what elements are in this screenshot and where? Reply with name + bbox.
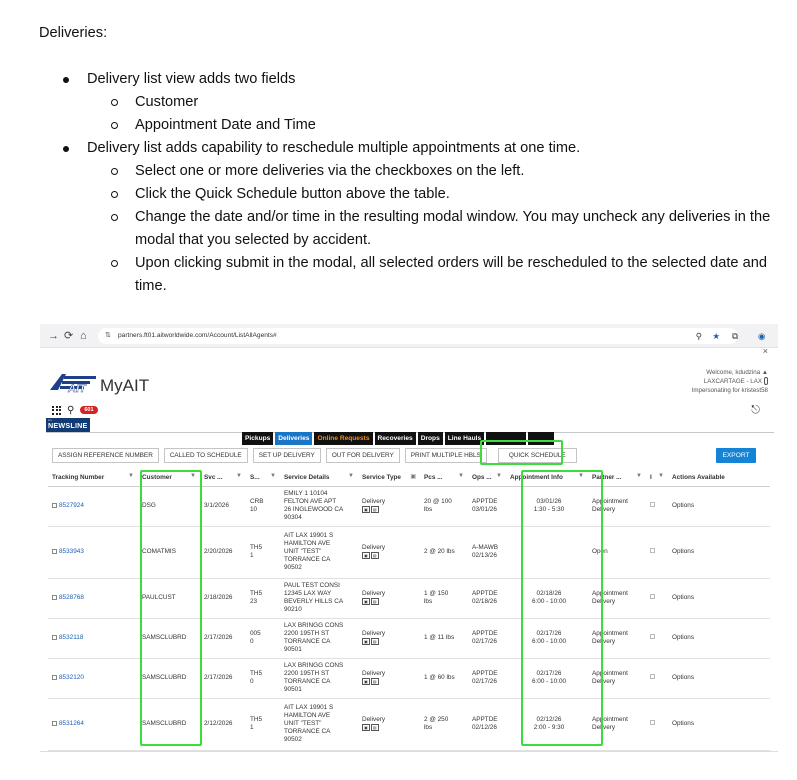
s-cell: TH5 1 xyxy=(246,698,280,750)
options-link[interactable]: Options xyxy=(668,618,770,658)
service-flag-icon: ▤ xyxy=(372,679,377,684)
tracking-link[interactable]: 8531264 xyxy=(59,720,84,727)
ops-cell: APPTDE 02/18/26 xyxy=(468,578,506,618)
flag-cell xyxy=(646,486,668,526)
svc-date-cell: 2/17/2026 xyxy=(200,658,246,698)
cast-icon[interactable]: ⧉ xyxy=(732,331,739,341)
s-cell: TH5 0 xyxy=(246,658,280,698)
row-checkbox[interactable] xyxy=(52,549,57,554)
col-svc[interactable]: Svc ... ▼ xyxy=(200,469,246,486)
profile-icon[interactable]: ◉ xyxy=(758,331,766,341)
partner-status-cell: Appointment Delivery xyxy=(588,486,646,526)
site-settings-icon[interactable]: ⇅ xyxy=(105,332,111,339)
col-partner[interactable]: Partner ... ▼ xyxy=(588,469,646,486)
tab-pickups[interactable]: Pickups xyxy=(242,432,273,445)
flag-cell xyxy=(646,618,668,658)
options-link[interactable]: Options xyxy=(668,658,770,698)
flag-cell xyxy=(646,698,668,750)
newsline-banner[interactable] xyxy=(46,418,90,432)
sub-bullet-text: Upon clicking submit in the modal, all selected orders will be rescheduled to the selected date and time. xyxy=(135,255,767,294)
welcome-text: Welcome, kdudzina xyxy=(706,369,761,376)
flag-cell xyxy=(646,578,668,618)
called-to-schedule-button[interactable]: CALLED TO SCHEDULE xyxy=(164,448,248,463)
newsline-caption-icon: ▪▪▪ xyxy=(48,418,52,422)
ops-cell: APPTDE 02/12/26 xyxy=(468,698,506,750)
filter-icon[interactable]: ▼ xyxy=(348,473,354,479)
app-title: MyAIT xyxy=(100,376,150,395)
appointment-info-cell: 02/18/26 6:00 - 10:00 xyxy=(506,578,588,618)
circle-bullet-icon xyxy=(111,260,118,267)
svc-date-cell: 3/1/2026 xyxy=(200,486,246,526)
filter-icon[interactable]: ▼ xyxy=(236,473,242,479)
table-row[interactable] xyxy=(48,486,770,526)
filter-icon[interactable]: ▼ xyxy=(458,473,464,479)
search-icon[interactable]: ⚲ xyxy=(67,404,75,416)
tracking-link[interactable]: 8533943 xyxy=(59,548,84,555)
service-details-cell: AIT LAX 19901 S HAMILTON AVE UNIT "TEST" TORRANCE CA 90502 xyxy=(280,526,358,578)
customer-cell: SAMSCLUBRD xyxy=(138,618,200,658)
service-type-cell: Delivery ▣ ▤ xyxy=(358,618,420,658)
section-heading: Deliveries: xyxy=(39,25,108,41)
bullet-item xyxy=(39,68,779,91)
circle-bullet-icon xyxy=(111,122,118,129)
service-flag-icon: ▣ xyxy=(364,679,368,684)
service-flag-icon: ▣ xyxy=(364,639,368,644)
pcs-cell: 20 @ 100 lbs xyxy=(420,486,468,526)
tab-drops[interactable]: Drops xyxy=(418,432,443,445)
action-toolbar xyxy=(52,448,577,463)
partner-status-cell: Appointment Delivery xyxy=(588,578,646,618)
tracking-link[interactable]: 8532118 xyxy=(59,634,84,641)
row-checkbox[interactable] xyxy=(52,721,57,726)
apps-grid-icon[interactable] xyxy=(52,406,61,415)
set-up-delivery-button[interactable]: SET UP DELIVERY xyxy=(253,448,321,463)
filter-icon[interactable]: ▼ xyxy=(496,473,502,479)
pcs-cell: 1 @ 150 lbs xyxy=(420,578,468,618)
document-body xyxy=(39,22,779,298)
bullet-icon xyxy=(63,77,69,83)
customer-cell: SAMSCLUBRD xyxy=(138,698,200,750)
tracking-cell xyxy=(48,486,138,526)
svg-text:AIT: AIT xyxy=(68,383,86,394)
service-details-cell: PAUL TEST CONSI 12345 LAX WAY BEVERLY HILLS CA 90210 xyxy=(280,578,358,618)
table-row[interactable] xyxy=(48,618,770,658)
ops-cell: APPTDE 02/17/26 xyxy=(468,618,506,658)
flag-checkbox[interactable] xyxy=(650,594,655,599)
flag-cell xyxy=(646,526,668,578)
tracking-cell xyxy=(48,526,138,578)
col-s[interactable]: S... ▼ xyxy=(246,469,280,486)
s-cell: TH5 23 xyxy=(246,578,280,618)
sub-bullet-text: Appointment Date and Time xyxy=(135,117,316,133)
caret-up-icon[interactable]: ▲ xyxy=(761,369,768,376)
flag-cell xyxy=(646,658,668,698)
pcs-cell: 1 @ 60 lbs xyxy=(420,658,468,698)
tab-hidden-2[interactable] xyxy=(528,432,554,445)
appointment-info-cell: 02/17/26 6:00 - 10:00 xyxy=(506,658,588,698)
filter-icon[interactable]: ▼ xyxy=(190,473,196,479)
address-bar[interactable] xyxy=(98,328,738,344)
tab-line-hauls[interactable]: Line Hauls xyxy=(445,432,484,445)
ops-cell: APPTDE 02/17/26 xyxy=(468,658,506,698)
newsline-label: NEWSLINE xyxy=(48,421,88,430)
filter-icon[interactable]: ▼ xyxy=(270,473,276,479)
flag-checkbox[interactable] xyxy=(650,548,655,553)
filter-icon[interactable]: ▣ xyxy=(410,474,416,480)
svc-date-cell: 2/20/2026 xyxy=(200,526,246,578)
service-type-cell: Delivery ▣ ▤ xyxy=(358,698,420,750)
service-details-cell: EMILY 1 10104 FELTON AVE APT 26 INGLEWOOD CA 90304 xyxy=(280,486,358,526)
sub-bullet-text: Click the Quick Schedule button above the table. xyxy=(135,186,450,202)
tracking-link[interactable]: 8527924 xyxy=(59,502,84,509)
options-link[interactable]: Options xyxy=(668,698,770,750)
row-checkbox[interactable] xyxy=(52,503,57,508)
partner-status-cell: Appointment Delivery xyxy=(588,658,646,698)
row-checkbox[interactable] xyxy=(52,595,57,600)
col-service-type[interactable]: Service Type ▣ xyxy=(358,469,420,486)
bullet-text: Delivery list adds capability to reschedule multiple appointments at one time. xyxy=(87,140,581,156)
appointment-info-cell: 02/17/26 6:00 - 10:00 xyxy=(506,618,588,658)
service-flag-icon: ▣ xyxy=(364,725,368,730)
filter-icon[interactable]: ▼ xyxy=(636,473,642,479)
url-text: partners.ft01.aitworldwide.com/Account/ListAllAgents# xyxy=(118,332,277,339)
service-type-cell: Delivery ▣ ▤ xyxy=(358,578,420,618)
module-tabs xyxy=(242,432,554,445)
col-i[interactable]: I ▼ xyxy=(646,469,668,486)
col-actions-available: Actions Available xyxy=(668,469,770,486)
table-row[interactable] xyxy=(48,658,770,698)
circle-bullet-icon xyxy=(111,191,118,198)
col-pcs[interactable]: Pcs ... ▼ xyxy=(420,469,468,486)
customer-cell: PAULCUST xyxy=(138,578,200,618)
bullet-icon xyxy=(63,146,69,152)
tracking-cell xyxy=(48,618,138,658)
flag-checkbox[interactable] xyxy=(650,634,655,639)
bookmark-star-icon[interactable]: ★ xyxy=(712,331,720,341)
appointment-info-cell: 03/01/26 1:30 - 5:30 xyxy=(506,486,588,526)
service-type-cell: Delivery ▣ ▤ xyxy=(358,658,420,698)
customer-cell: COMATMIS xyxy=(138,526,200,578)
scroll-handle[interactable] xyxy=(764,377,768,385)
filter-icon[interactable]: ▼ xyxy=(128,473,134,479)
svc-date-cell: 2/17/2026 xyxy=(200,618,246,658)
flag-checkbox[interactable] xyxy=(650,502,655,507)
service-type-cell: Delivery ▣ ▤ xyxy=(358,486,420,526)
sub-bullet-item xyxy=(39,206,779,252)
col-service-details[interactable]: Service Details ▼ xyxy=(280,469,358,486)
options-link[interactable]: Options xyxy=(668,486,770,526)
pcs-cell: 1 @ 11 lbs xyxy=(420,618,468,658)
service-details-cell: LAX BRINGG CONS 2200 195TH ST TORRANCE CA 90501 xyxy=(280,658,358,698)
tab-deliveries[interactable]: Deliveries xyxy=(275,432,312,445)
impersonating-text: Impersonating for kristest58 xyxy=(691,387,768,394)
pcs-cell: 2 @ 250 lbs xyxy=(420,698,468,750)
service-flag-icon: ▤ xyxy=(372,553,377,558)
quick-schedule-button[interactable]: QUICK SCHEDULE xyxy=(498,448,577,463)
service-details-cell: LAX BRINGG CONS 2200 195TH ST TORRANCE CA 90501 xyxy=(280,618,358,658)
col-appointment-info[interactable]: Appointment Info ▼ xyxy=(506,469,588,486)
service-flag-icon: ▣ xyxy=(364,553,368,558)
ait-logo xyxy=(48,370,98,394)
app-screenshot xyxy=(40,324,778,752)
svc-date-cell: 2/12/2026 xyxy=(200,698,246,750)
notification-badge[interactable]: 601 xyxy=(80,406,97,414)
sub-bullet-text: Customer xyxy=(135,94,199,110)
service-details-cell: AIT LAX 19901 S HAMILTON AVE UNIT "TEST" TORRANCE CA 90502 xyxy=(280,698,358,750)
filter-icon[interactable]: ▼ xyxy=(578,473,584,479)
s-cell: TH5 1 xyxy=(246,526,280,578)
tracking-link[interactable]: 8528768 xyxy=(59,594,84,601)
tracking-cell xyxy=(48,578,138,618)
browser-toolbar xyxy=(40,324,778,348)
service-flag-icon: ▤ xyxy=(372,725,377,730)
col-ops[interactable]: Ops ... ▼ xyxy=(468,469,506,486)
sub-bullet-text: Select one or more deliveries via the checkboxes on the left. xyxy=(135,163,525,179)
export-button[interactable]: EXPORT xyxy=(716,448,756,463)
options-link[interactable]: Options xyxy=(668,578,770,618)
circle-bullet-icon xyxy=(111,214,118,221)
tab-online-requests[interactable]: Online Requests xyxy=(314,432,372,445)
row-checkbox[interactable] xyxy=(52,635,57,640)
col-customer[interactable]: Customer ▼ xyxy=(138,469,200,486)
service-flag-icon: ▣ xyxy=(364,599,368,604)
sub-bullet-item xyxy=(39,252,779,298)
table-header-row xyxy=(48,469,770,486)
filter-icon[interactable]: ▼ xyxy=(658,473,664,479)
sub-bullet-item xyxy=(39,114,779,137)
user-welcome xyxy=(598,368,768,395)
ops-cell: APPTDE 03/01/26 xyxy=(468,486,506,526)
partner-status-cell: Appointment Delivery xyxy=(588,698,646,750)
bullet-item xyxy=(39,137,779,160)
customer-cell: DSG xyxy=(138,486,200,526)
service-type-cell: Delivery ▣ ▤ xyxy=(358,526,420,578)
deliveries-table xyxy=(48,469,770,751)
partner-status-cell: Open xyxy=(588,526,646,578)
sub-bullet-item xyxy=(39,160,779,183)
customer-cell: SAMSCLUBRD xyxy=(138,658,200,698)
reload-icon[interactable]: ⟳ xyxy=(64,330,74,342)
close-icon[interactable]: × xyxy=(762,346,768,356)
sub-bullet-item xyxy=(39,183,779,206)
table-row[interactable] xyxy=(48,698,770,750)
tab-hidden-1[interactable] xyxy=(486,432,526,445)
tracking-cell xyxy=(48,698,138,750)
bullet-text: Delivery list view adds two fields xyxy=(87,71,296,87)
appointment-info-cell xyxy=(506,526,588,578)
print-multiple-hbls-button[interactable]: PRINT MULTIPLE HBLS xyxy=(405,448,487,463)
circle-bullet-icon xyxy=(111,168,118,175)
logout-icon[interactable]: ⎋ xyxy=(751,404,760,416)
tracking-cell xyxy=(48,658,138,698)
flag-checkbox[interactable] xyxy=(650,720,655,725)
tracking-link[interactable]: 8532120 xyxy=(59,674,84,681)
col-tracking-number[interactable]: Tracking Number ▼ xyxy=(48,469,138,486)
appointment-info-cell: 02/12/26 2:00 - 9:30 xyxy=(506,698,588,750)
agent-text: LAXCARTAGE - LAX xyxy=(703,378,762,385)
out-for-delivery-button[interactable]: OUT FOR DELIVERY xyxy=(326,448,400,463)
options-link[interactable]: Options xyxy=(668,526,770,578)
pcs-cell: 2 @ 20 lbs xyxy=(420,526,468,578)
service-flag-icon: ▤ xyxy=(372,599,377,604)
back-arrow-icon[interactable]: → xyxy=(48,330,59,342)
table-row[interactable] xyxy=(48,578,770,618)
assign-reference-number-button[interactable]: ASSIGN REFERENCE NUMBER xyxy=(52,448,159,463)
zoom-icon[interactable]: ⚲ xyxy=(695,331,702,341)
table-row[interactable] xyxy=(48,526,770,578)
svc-date-cell: 2/18/2026 xyxy=(200,578,246,618)
service-flag-icon: ▤ xyxy=(372,507,377,512)
service-flag-icon: ▤ xyxy=(372,639,377,644)
header-icons xyxy=(52,404,98,416)
tab-recoveries[interactable]: Recoveries xyxy=(375,432,416,445)
sub-bullet-item xyxy=(39,91,779,114)
home-icon[interactable]: ⌂ xyxy=(80,330,87,342)
flag-checkbox[interactable] xyxy=(650,674,655,679)
s-cell: 005 0 xyxy=(246,618,280,658)
partner-status-cell: Appointment Delivery xyxy=(588,618,646,658)
s-cell: CRB 10 xyxy=(246,486,280,526)
row-checkbox[interactable] xyxy=(52,675,57,680)
sub-bullet-text: Change the date and/or time in the resulting modal window. You may uncheck any deliveries in the modal that you selected by accident. xyxy=(135,209,771,248)
service-flag-icon: ▣ xyxy=(364,507,368,512)
ops-cell: A-MAWB 02/13/26 xyxy=(468,526,506,578)
circle-bullet-icon xyxy=(111,99,118,106)
